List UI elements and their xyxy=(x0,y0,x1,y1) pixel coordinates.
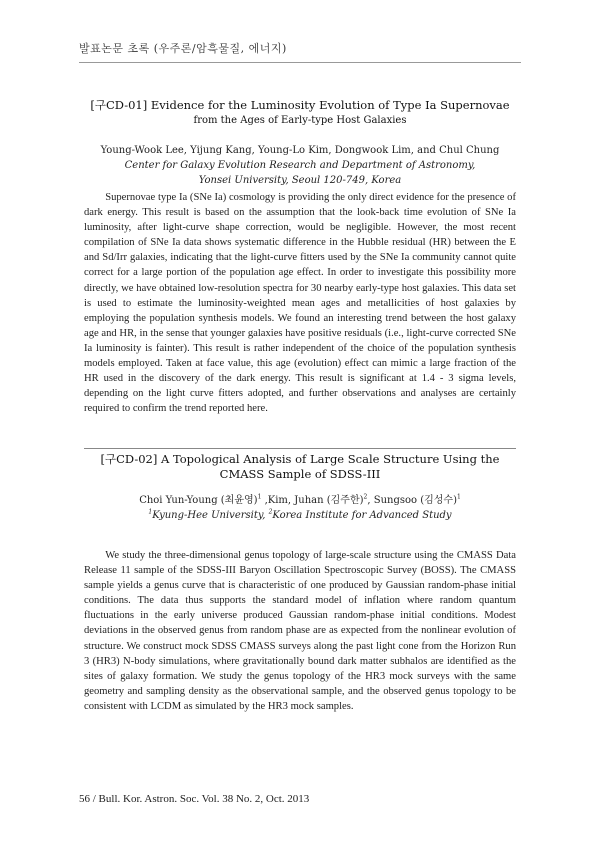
paper2-abstract-text: We study the three-dimensional genus topology of large-scale structure using the CMASS Data Release 11 sample of the SDSS-III Baryon Oscillation Spectroscopic Survey (BOSS). The CMASS sample yields a genus curve that is characteristic of one produced by Gaussian random-phase initial conditions. The data thus supports the standard model of inflation where random quantum fluctuations in the early universe produced Gaussian random-phase initial conditions. Modest deviations in the observed genus from random phase are as expected from the nonlinear evolution of structure. We construct mock SDSS CMASS surveys along the past light cone from the Horizon Run 3 (HR3) N-body simulations, where gravitationally bound dark matter subhalos are identified as the sites of galaxy formation. We study the genus topology of the HR3 mock surveys with the same geometry and sampling density as the observational sample, and the observed genus topology to be consistent with LCDM as simulated by the HR3 mock samples. xyxy=(84,550,516,712)
paper1-title-line1: [구CD-01] Evidence for the Luminosity Evolution of Type Ia Supernovae xyxy=(90,98,510,112)
paper2-author2: ,Kim, Juhan (김주한) xyxy=(261,495,364,506)
paper2-affil2: Korea Institute for Advanced Study xyxy=(272,510,452,521)
paper2-author1: Choi Yun-Young (최윤영) xyxy=(139,495,258,506)
page-footer: 56 / Bull. Kor. Astron. Soc. Vol. 38 No. 2, Oct. 2013 xyxy=(79,793,310,805)
paper1-affiliation xyxy=(80,158,520,188)
paper2-affil-sup2: 2 xyxy=(268,508,273,516)
paper2-author1-sup: 1 xyxy=(257,493,262,501)
paper2-abstract xyxy=(84,548,516,714)
header-rule xyxy=(79,62,521,63)
paper2-title xyxy=(84,452,516,482)
section-divider xyxy=(84,448,516,449)
paper2-affil1: Kyung-Hee University, xyxy=(152,510,269,521)
paper1-title xyxy=(84,98,516,128)
paper1-affil-line1: Center for Galaxy Evolution Research and Department of Astronomy, xyxy=(124,160,476,171)
paper2-author3: , Sungsoo (김성수) xyxy=(367,495,457,506)
paper1-authors: Young-Wook Lee, Yijung Kang, Young-Lo Kim, Dongwook Lim, and Chul Chung xyxy=(100,145,500,156)
paper2-affil-sup1: 1 xyxy=(148,508,153,516)
paper1-abstract-text: Supernovae type Ia (SNe Ia) cosmology is providing the only direct evidence for the presence of dark energy. This result is based on the assumption that the look-back time evolution of SNe Ia luminosity, after light-curve shape correction, would be negligible. However, the most recent compilation of SNe Ia data shows systematic difference in the Hubble residual (HR) between the E and Sd/Irr galaxies, indicating that the light-curve fitters used by the SNe Ia community cannot quite correct for a large portion of the population age effect. In order to investigate this possibility more directly, we have obtained low-resolution spectra for 30 nearby early-type host galaxies. This data set is used to estimate the luminosity-weighted mean ages and metallicities of host galaxies by employing the population synthesis models. We found an interesting trend between the host galaxy age and HR, in the sense that younger galaxies have positive residuals (i.e., light-curve corrected SNe Ia luminosity is fainter). This result is rather independent of the choice of the population synthesis models employed. Taken at face value, this age (evolution) effect can mimic a large fraction of the HR used in the discovery of the dark energy. This result is significant at 1.4 - 3 sigma levels, depending on the light curve fitters adopted, and further observations and analyses are certainly required to confirm the trend reported here. xyxy=(84,192,516,415)
running-header: 발표논문 초록 (우주론/암흑물질, 에너지) xyxy=(79,42,287,55)
paper2-affiliation xyxy=(80,508,520,523)
paper2-authors xyxy=(80,493,520,508)
paper1-abstract xyxy=(84,190,516,416)
paper2-author3-sup: 1 xyxy=(456,493,461,501)
paper2-author2-sup: 2 xyxy=(363,493,368,501)
paper2-title-line2: CMASS Sample of SDSS-III xyxy=(219,467,381,481)
paper1-affil-line2: Yonsei University, Seoul 120-749, Korea xyxy=(198,175,402,186)
paper2-title-line1: [구CD-02] A Topological Analysis of Large Scale Structure Using the xyxy=(100,452,500,466)
paper1-title-line2: from the Ages of Early-type Host Galaxies xyxy=(193,115,407,126)
